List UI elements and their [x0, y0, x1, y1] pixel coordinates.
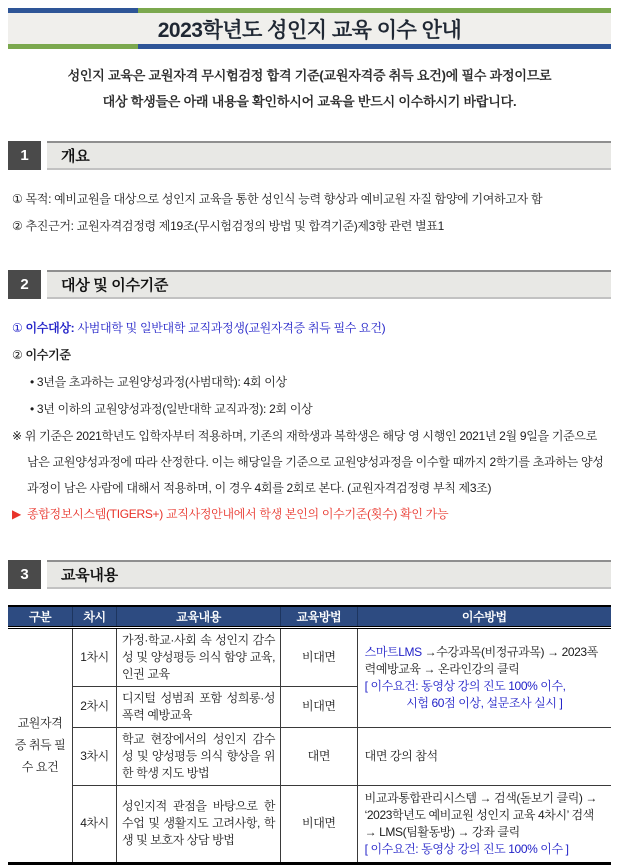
- criteria-footnote: ※ 위 기준은 2021학년도 입학자부터 적용하며, 기존의 재학생과 복학생은 해당 영 시행인 2021년 2월 9일을 기준으로 남은 교원양성과정에 따라 산정한다. 이는 해당일을 기준으로 교원양성과정을 이수할 때까지 2학기를 초과하는 양성 과정이 남은 사람에 대해서 적용하며, 이 경우 4회를 2회로 본다. (교원자격검정령 부칙 제3조): [12, 429, 604, 495]
- completion-cell-merged: [357, 627, 611, 727]
- requirement-line-1: [ 이수요건: 동영상 강의 진도 100% 이수,: [364, 678, 566, 693]
- completion-steps-text: →수강과목(비정규과목) → 2023폭력예방교육 → 온라인강의 클릭: [364, 644, 598, 676]
- section-1-item-purpose: ① 목적: 예비교원을 대상으로 성인지 교육을 통한 성인식 능력 향상과 예비교원 자질 함양에 기여하고자 함: [12, 192, 543, 206]
- arrow-right-icon: ▶: [12, 507, 21, 521]
- table-row: [8, 785, 611, 863]
- section-1-item-basis: ② 추진근거: 교원자격검정령 제19조(무시험검정의 방법 및 합격기준)제3항 관련 별표1: [12, 219, 444, 233]
- target-number: ①: [12, 321, 23, 335]
- section-2-item-criteria: [12, 342, 611, 369]
- completion-cell: [357, 785, 611, 863]
- content-cell: 학교 현장에서의 성인지 감수성 및 양성평등 의식 향상을 위한 학생 지도 방법: [117, 727, 281, 785]
- education-content-table: [8, 605, 611, 865]
- group-label-cell: 교원자격증 취득 필수 요건: [8, 627, 73, 863]
- session-cell: 4차시: [73, 785, 117, 863]
- session-cell: 3차시: [73, 727, 117, 785]
- section-2-title: 대상 및 이수기준: [47, 270, 611, 299]
- section-1-title: 개요: [47, 141, 611, 170]
- banner-top-blue-segment: [8, 8, 138, 13]
- target-label: 이수대상:: [25, 321, 75, 335]
- section-1-body: [8, 186, 611, 240]
- session-cell: 2차시: [73, 686, 117, 727]
- intro-line-2: 대상 학생들은 아래 내용을 확인하시어 교육을 반드시 이수하시기 바랍니다.: [102, 94, 517, 109]
- smart-lms-link[interactable]: 스마트LMS: [364, 644, 422, 659]
- section-1-header: [8, 141, 611, 170]
- method-cell: 비대면: [281, 785, 358, 863]
- completion-requirement: [ 이수요건: 동영상 강의 진도 100% 이수 ]: [364, 841, 569, 856]
- banner-bottom-green-segment: [8, 44, 138, 49]
- method-cell: 비대면: [281, 686, 358, 727]
- intro-paragraph: [8, 63, 611, 115]
- page-title: 2023학년도 성인지 교육 이수 안내: [157, 18, 462, 42]
- section-3-title: 교육내용: [47, 560, 611, 589]
- col-header-category: 구분: [8, 606, 73, 627]
- section-3-number: 3: [8, 560, 41, 589]
- criteria-bullet-1: • 3년을 초과하는 교원양성과정(사범대학): 4회 이상: [30, 375, 287, 389]
- completion-requirement: [365, 678, 604, 712]
- banner-bottom-rule: [8, 44, 611, 49]
- tigers-check-text: 종합정보시스템(TIGERS+) 교직사정안내에서 학생 본인의 이수기준(횟수) 확인 가능: [26, 507, 449, 521]
- section-2-body: [8, 315, 611, 528]
- title-banner: [8, 8, 611, 49]
- table-header-row: [8, 606, 611, 627]
- section-2-header: [8, 270, 611, 299]
- completion-steps-text: 비교과통합관리시스템 → 검색(돋보기 클릭) → ‘2023학년도 예비교원 성인지 교육 4차시’ 검색 → LMS(팀활동방) → 강좌 클릭: [364, 790, 598, 839]
- intro-line-1: 성인지 교육은 교원자격 무시험검정 합격 기준(교원자격증 취득 요건)에 필수 과정이므로: [67, 68, 552, 83]
- table-row: [8, 627, 611, 686]
- content-cell: 가정·학교·사회 속 성인지 감수성 및 양성평등 의식 함양 교육, 인권 교육: [117, 627, 281, 686]
- criteria-number: ②: [12, 348, 23, 362]
- section-1-number: 1: [8, 141, 41, 170]
- requirement-line-2: 시험 60점 이상, 설문조사 실시 ]: [406, 695, 563, 710]
- criteria-bullets: [12, 369, 611, 423]
- content-cell: 성인지적 관점을 바탕으로 한 수업 및 생활지도 고려사항, 학생 및 보호자 상담 방법: [117, 785, 281, 863]
- target-text: 사범대학 및 일반대학 교직과정생(교원자격증 취득 필수 요건): [77, 321, 386, 335]
- criteria-bullet-2: • 3년 이하의 교원양성과정(일반대학 교직과정): 2회 이상: [30, 402, 313, 416]
- banner-top-rule: [8, 8, 611, 13]
- col-header-completion: 이수방법: [357, 606, 611, 627]
- section-3-header: [8, 560, 611, 589]
- banner-band: [8, 13, 611, 44]
- col-header-session: 차시: [73, 606, 117, 627]
- criteria-label: 이수기준: [25, 348, 71, 362]
- section-2-item-target: [12, 315, 611, 342]
- banner-bottom-blue-segment: [138, 44, 611, 49]
- tigers-check-note: [12, 501, 611, 528]
- col-header-content: 교육내용: [117, 606, 281, 627]
- banner-top-green-segment: [138, 8, 611, 13]
- session-cell: 1차시: [73, 627, 117, 686]
- content-cell: 디지털 성범죄 포함 성희롱·성폭력 예방교육: [117, 686, 281, 727]
- table-row: [8, 727, 611, 785]
- method-cell: 대면: [281, 727, 358, 785]
- section-2-number: 2: [8, 270, 41, 299]
- completion-cell: 대면 강의 참석: [357, 727, 611, 785]
- col-header-method: 교육방법: [281, 606, 358, 627]
- method-cell: 비대면: [281, 627, 358, 686]
